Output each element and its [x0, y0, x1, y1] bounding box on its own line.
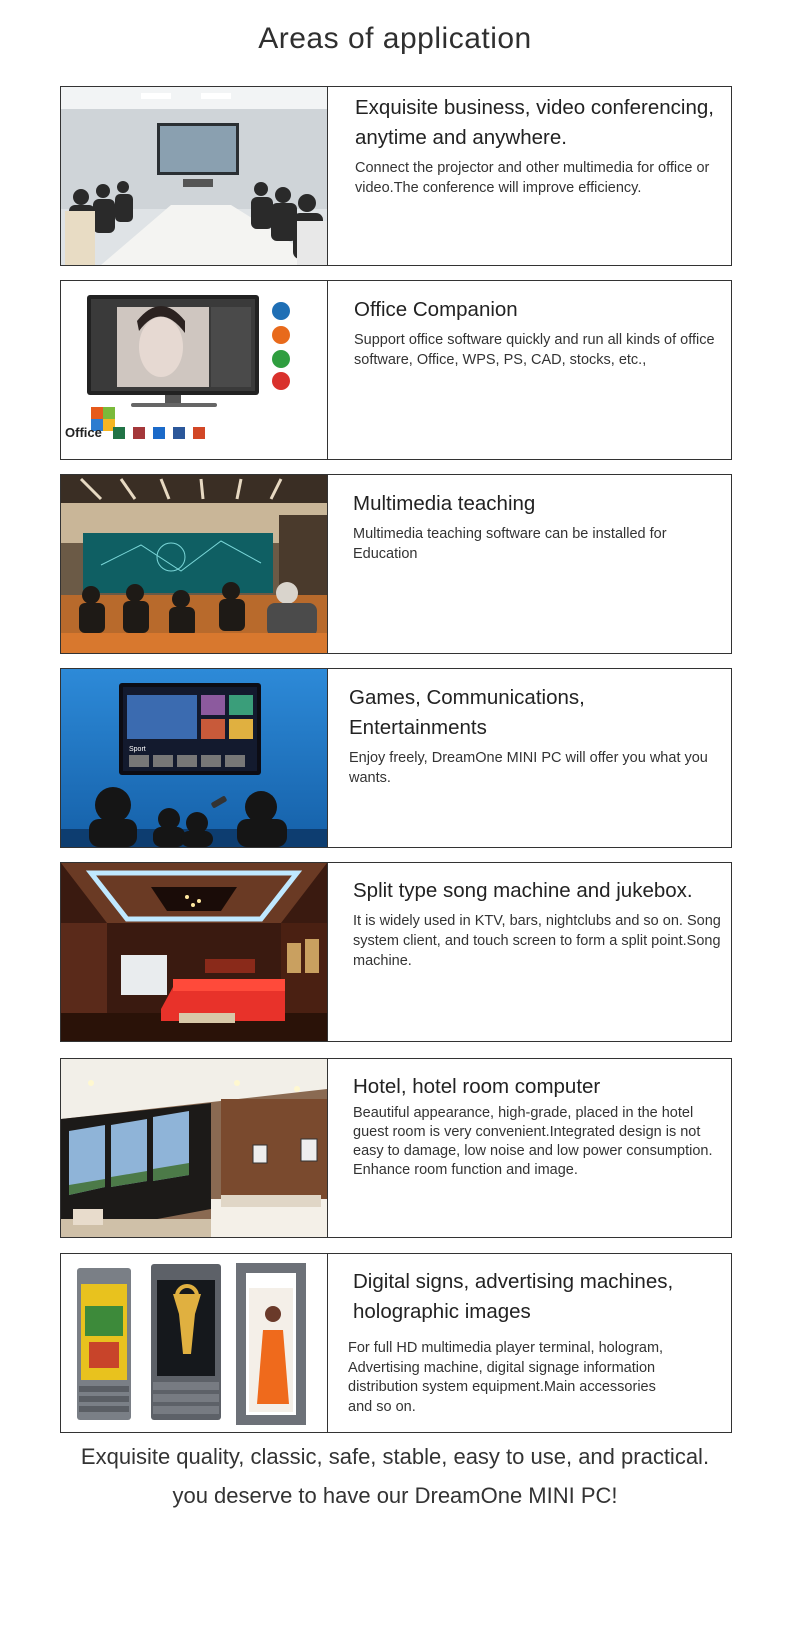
- application-card-office: [60, 280, 732, 460]
- card-title: Digital signs, advertising machines, holographic images: [353, 1270, 674, 1323]
- conference-room-image: [61, 87, 327, 265]
- card-title: Games, Communications, Entertainments: [349, 686, 585, 739]
- karaoke-room-image: [61, 863, 327, 1041]
- lecture-hall-image: [61, 475, 327, 653]
- office-software-photo: [61, 281, 328, 459]
- karaoke-room-photo: [61, 863, 328, 1041]
- hotel-room-image: [61, 1059, 327, 1237]
- office-software-image: [61, 281, 327, 459]
- card-description: Multimedia teaching software can be installed for Education: [353, 526, 667, 562]
- digital-signage-photo: [61, 1254, 328, 1432]
- card-description: For full HD multimedia player terminal, hologram, Advertising machine, digital signage information distribution system equipment.Main accessories and so on.: [348, 1340, 664, 1415]
- card-description: Support office software quickly and run all kinds of office software, Office, WPS, PS, CAD, stocks, etc.,: [354, 332, 715, 368]
- card-title: Office Companion: [354, 298, 518, 321]
- card-title: Hotel, hotel room computer: [353, 1075, 601, 1098]
- application-card-signage: [60, 1253, 732, 1433]
- conference-room-photo: [61, 87, 328, 265]
- page-title: Areas of application: [258, 22, 532, 55]
- application-card-teaching: [60, 474, 732, 654]
- footer-tagline: Exquisite quality, classic, safe, stable, easy to use, and practical.: [80, 1444, 710, 1469]
- office-brand-text: Office: [65, 425, 102, 440]
- card-description: Connect the projector and other multimedia for office or video.The conference will improve efficiency.: [355, 160, 710, 196]
- digital-signage-image: [61, 1254, 327, 1432]
- footer-slogan: you deserve to have our DreamOne MINI PC!: [172, 1483, 618, 1508]
- application-card-entertainment: [60, 668, 732, 848]
- lecture-hall-photo: [61, 475, 328, 653]
- card-title: Exquisite business, video conferencing, anytime and anywhere.: [355, 96, 714, 149]
- living-room-tv-image: [61, 669, 327, 847]
- card-description: It is widely used in KTV, bars, nightclubs and so on. Song system client, and touch screen to form a split point.Song machine.: [353, 913, 721, 969]
- application-card-hotel: [60, 1058, 732, 1238]
- card-title: Multimedia teaching: [353, 492, 536, 515]
- living-room-tv-photo: [61, 669, 328, 847]
- hotel-room-photo: [61, 1059, 328, 1237]
- card-description: Beautiful appearance, high-grade, placed in the hotel guest room is very convenient.Integrated design is not easy to damage, low noise and low power consumption. Enhance room function and image.: [353, 1105, 713, 1178]
- application-card-business: [60, 86, 732, 266]
- application-card-karaoke: [60, 862, 732, 1042]
- card-description: Enjoy freely, DreamOne MINI PC will offer you what you wants.: [349, 750, 708, 786]
- tv-label-text: Sport: [129, 746, 146, 753]
- card-title: Split type song machine and jukebox.: [353, 879, 693, 902]
